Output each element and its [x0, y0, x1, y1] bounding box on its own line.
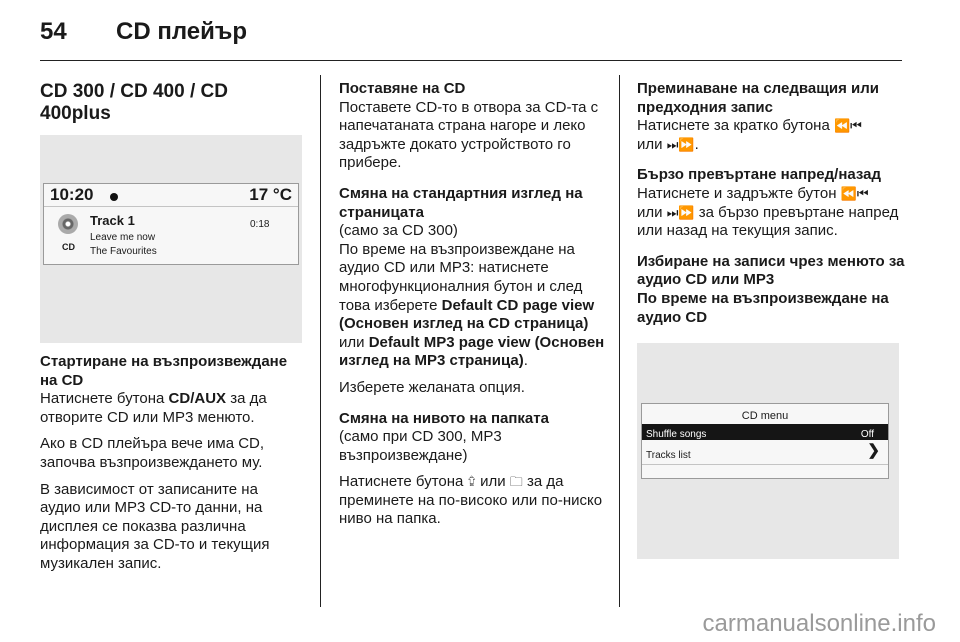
cd-display-screen — [43, 183, 299, 265]
select-option-text: Изберете желаната опция. — [339, 378, 525, 396]
column-1 — [40, 80, 302, 582]
shuffle-songs-label: Shuffle songs — [646, 429, 707, 441]
display-source: CD — [62, 242, 75, 252]
text-span: . — [694, 135, 699, 153]
page-number: 54 — [40, 18, 67, 45]
folder-down-icon: 🗀 — [509, 474, 523, 490]
text-span: за бързо превъртане напред или назад на текущия запис. — [637, 203, 899, 240]
cd-loaded-text: Ако в CD плейъра вече има CD, започва възпроизвеждането му. — [40, 435, 265, 471]
text-span: за да отворите CD или MP3 менюто. — [40, 390, 267, 426]
start-playback-text — [40, 390, 302, 427]
text-span: за да преминете на по-високо или по-ниско ниво на папка. — [339, 473, 603, 528]
shuffle-songs-value: Off — [860, 429, 874, 441]
text-span: или — [637, 135, 667, 153]
text-span: По време на възпроизвеждане на аудио CD или MP3: натиснете многофункционалния бутон и след това изберете — [339, 240, 583, 314]
cd-menu-screen — [641, 403, 889, 479]
column-3 — [637, 80, 907, 559]
menu-divider — [642, 464, 888, 465]
disc-icon — [58, 214, 78, 234]
text-span: Натиснете и задръжте бутон — [637, 184, 841, 202]
fast-forward-text — [637, 185, 907, 241]
column-divider-2 — [619, 75, 620, 607]
skip-track-text — [637, 117, 907, 154]
model-heading: CD 300 / CD 400 / CD 400plus — [40, 81, 228, 124]
display-temperature: 17 °C — [249, 185, 292, 204]
column-divider-1 — [320, 75, 321, 607]
skip-track-heading: Преминаване на следващия или предходния запис — [637, 80, 879, 116]
display-divider — [44, 206, 298, 207]
chapter-title: CD плейър — [116, 18, 248, 45]
fast-forward-icon: ⏭⏩ — [666, 204, 695, 220]
text-span: Натиснете бутона — [40, 390, 169, 408]
folder-level-heading: Смяна на нивото на папката — [339, 409, 549, 427]
default-mp3-view-option: Default MP3 page view (Основен изглед на MP3 страница) — [339, 333, 605, 370]
record-dot-icon — [110, 193, 118, 201]
display-title: Leave me now — [90, 232, 156, 243]
text-span: Натиснете за кратко бутона — [637, 117, 834, 135]
display-elapsed: 0:18 — [250, 219, 270, 230]
cd-display-photo — [40, 135, 302, 343]
folder-level-text — [339, 473, 607, 529]
display-clock: 10:20 — [50, 185, 94, 204]
cd-menu-title: CD menu — [741, 410, 789, 423]
track-menu-subheading: По време на възпроизвеждане на аудио CD — [637, 289, 889, 326]
rewind-icon: ⏪⏮ — [840, 185, 869, 201]
default-cd-view-option: Default CD page view (Основен изглед на CD страница) — [339, 296, 595, 333]
change-view-heading: Смяна на стандартния изглед на страницата — [339, 184, 583, 221]
menu-item-tracks-list[interactable] — [642, 442, 888, 462]
next-track-icon: ⏭⏩ — [666, 136, 695, 152]
change-view-note: (само за CD 300) — [339, 222, 458, 240]
text-span: или — [637, 203, 667, 221]
cd-menu-photo — [637, 343, 899, 559]
change-view-text — [339, 241, 607, 371]
display-track: Track 1 — [90, 213, 135, 228]
header-rule — [40, 60, 902, 61]
insert-cd-heading: Поставяне на CD — [339, 80, 466, 97]
display-artist: The Favourites — [90, 246, 157, 257]
display-info-text: В зависимост от записаните на аудио или MP3 CD-то данни, на дисплея се показва различна информация за CD-то и текущия музикален запис. — [40, 480, 270, 572]
folder-up-icon: ⮸ — [467, 474, 476, 490]
text-span: . — [523, 352, 528, 370]
text-span: или — [339, 333, 369, 351]
track-menu-heading: Избиране на записи чрез менюто за аудио CD или MP3 — [637, 252, 905, 289]
watermark: carmanualsonline.info — [702, 610, 936, 637]
tracks-list-label: Tracks list — [646, 450, 691, 462]
cd-aux-button-label: CD/AUX — [168, 390, 227, 408]
start-playback-heading: Стартиране на възпроизвеждане на CD — [40, 353, 288, 389]
page-header — [40, 18, 247, 46]
text-span: или — [475, 473, 510, 491]
previous-track-icon: ⏪⏮ — [833, 118, 862, 134]
column-2 — [339, 80, 607, 537]
text-span: Натиснете бутона — [339, 473, 468, 491]
fast-forward-heading: Бързо превъртане напред/назад — [637, 166, 882, 184]
folder-level-note: (само при CD 300, MP3 възпроизвеждане) — [339, 428, 502, 464]
insert-cd-text: Поставете CD-то в отвора за CD-та с напечатаната страна нагоре и леко задръжте докато устройството го прибере. — [339, 98, 599, 172]
chevron-right-icon: ❯ — [867, 442, 880, 460]
menu-item-shuffle-songs[interactable] — [642, 424, 888, 440]
